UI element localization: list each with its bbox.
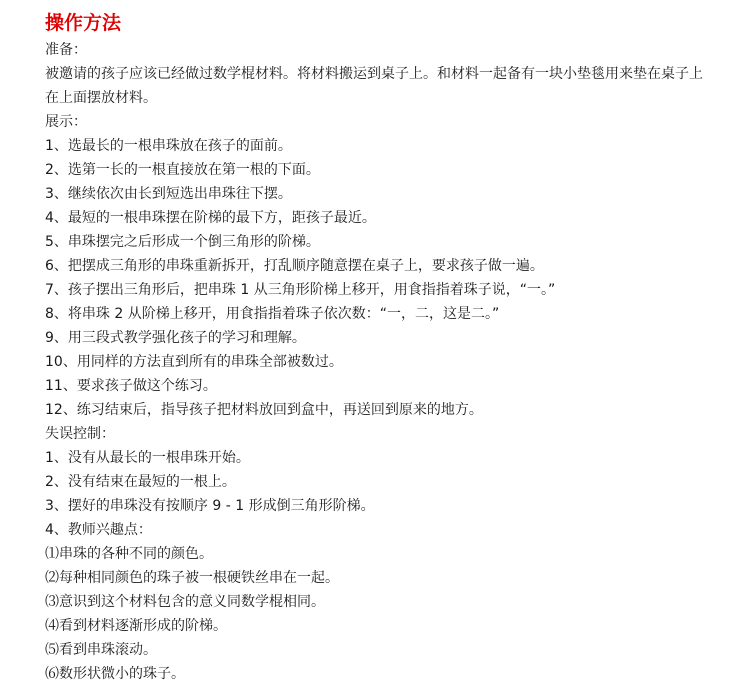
demo-step: 3、继续依次由长到短选出串珠往下摆。 <box>45 186 292 202</box>
demo-step: 4、最短的一根串珠摆在阶梯的最下方，距孩子最近。 <box>45 210 376 226</box>
interest-item: ⑴串珠的各种不同的颜色。 <box>45 546 213 562</box>
interest-item: ⑵每种相同颜色的珠子被一根硬铁丝串在一起。 <box>45 570 339 586</box>
demo-step: 9、用三段式教学强化孩子的学习和理解。 <box>45 330 306 346</box>
interest-item: ⑶意识到这个材料包含的意义同数学棍相同。 <box>45 594 325 610</box>
demo-step: 7、孩子摆出三角形后，把串珠 1 从三角形阶梯上移开，用食指指着珠子说，“一。” <box>45 282 556 298</box>
demo-step: 5、串珠摆完之后形成一个倒三角形的阶梯。 <box>45 234 320 250</box>
error-item: 2、没有结束在最短的一根上。 <box>45 474 236 490</box>
demo-step: 12、练习结束后，指导孩子把材料放回到盒中，再送回到原来的地方。 <box>45 402 483 418</box>
demo-step: 2、选第一长的一根直接放在第一根的下面。 <box>45 162 320 178</box>
demo-step: 6、把摆成三角形的串珠重新拆开，打乱顺序随意摆在桌子上，要求孩子做一遍。 <box>45 258 544 274</box>
error-item: 1、没有从最长的一根串珠开始。 <box>45 450 250 466</box>
document <box>45 10 725 686</box>
demo-step: 8、将串珠 2 从阶梯上移开，用食指指着珠子依次数：“一，二，这是二。” <box>45 306 500 322</box>
prep-paragraph: 被邀请的孩子应该已经做过数学棍材料。将材料搬运到桌子上。和材料一起备有一块小垫毯用来垫在桌子上在上面摆放材料。 <box>45 66 703 106</box>
interest-item: ⑸看到串珠滚动。 <box>45 642 157 658</box>
demo-step: 1、选最长的一根串珠放在孩子的面前。 <box>45 138 292 154</box>
section-heading-demo: 展示： <box>45 114 87 130</box>
demo-step: 10、用同样的方法直到所有的串珠全部被数过。 <box>45 354 343 370</box>
error-item: 3、摆好的串珠没有按顺序 9 - 1 形成倒三角形阶梯。 <box>45 498 375 514</box>
section-heading-error-control: 失误控制： <box>45 426 115 442</box>
page-title: 操作方法 <box>45 12 122 34</box>
error-item: 4、教师兴趣点： <box>45 522 152 538</box>
interest-item: ⑹数形状微小的珠子。 <box>45 666 185 682</box>
section-heading-prep: 准备： <box>45 42 87 58</box>
demo-step: 11、要求孩子做这个练习。 <box>45 378 217 394</box>
interest-item: ⑷看到材料逐渐形成的阶梯。 <box>45 618 227 634</box>
